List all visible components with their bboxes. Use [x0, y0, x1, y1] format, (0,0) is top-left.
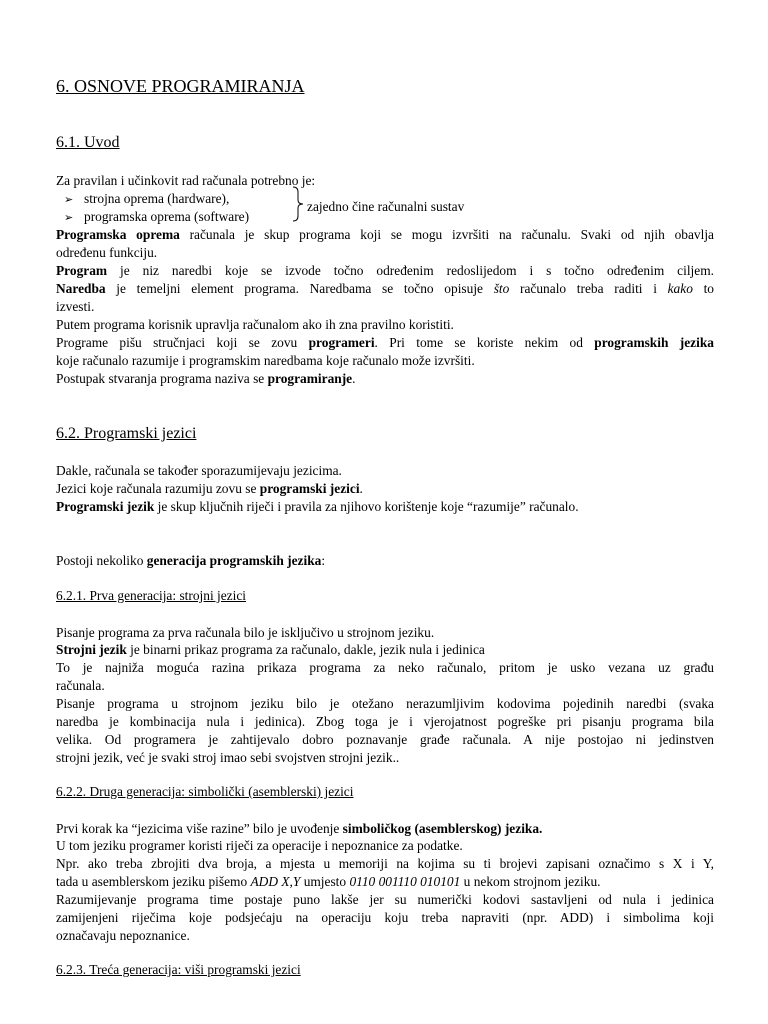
paragraph-line: Prvi korak ka “jezicima više razine” bilo je uvođenje simboličkog (asemblerskog) jezika.	[56, 821, 543, 836]
paragraph-line: Pisanje programa u strojnom jeziku bilo je otežano nerazumljivim kodovima pojedinih naredbi (svaka	[56, 696, 714, 711]
paragraph-line: označavaju nepoznanice.	[56, 928, 190, 943]
paragraph-line: određenu funkciju.	[56, 245, 158, 260]
paragraph-line: Postoji nekoliko generacija programskih jezika:	[56, 553, 326, 568]
paragraph-line: strojni jezik, već je svaki stroj imao sebi svojstven strojni jezik..	[56, 750, 400, 765]
paragraph-line: Dakle, računala se također sporazumijevaju jezicima.	[56, 463, 342, 478]
paragraph-line: Jezici koje računala razumiju zovu se programski jezici.	[56, 481, 363, 496]
brace-label: zajedno čine računalni sustav	[307, 199, 465, 214]
paragraph-line: Program je niz naredbi koje se izvode točno određenim redoslijedom i s točno određenim ciljem.	[56, 263, 714, 278]
paragraph-line: tada u asemblerskom jeziku pišemo ADD X,Y umjesto 0110 001110 010101 u nekom strojnom jeziku.	[56, 874, 601, 889]
subsection-heading-6-2-3: 6.2.3. Treća generacija: viši programski jezici	[56, 962, 301, 977]
paragraph-line: Postupak stvaranja programa naziva se programiranje.	[56, 371, 356, 386]
paragraph-line: To je najniža moguća razina prikaza programa za neko računalo, pritom je usko vezana uz građu	[56, 660, 714, 675]
curly-brace-icon	[292, 186, 304, 222]
paragraph-line: Programski jezik je skup ključnih riječi i pravila za njihovo korištenje koje “razumije” računalo.	[56, 499, 579, 514]
paragraph-line: Razumijevanje programa time postaje puno lakše jer su numerički kodovi sastavljeni od nula i jedinica	[56, 892, 714, 907]
paragraph-line: zamijenjeni riječima koje podsjećaju na operaciju koju treba napraviti (npr. ADD) i simbolima koji	[56, 910, 714, 925]
paragraph-line: Pisanje programa za prva računala bilo je isključivo u strojnom jeziku.	[56, 625, 435, 640]
arrow-bullet-icon: ➢	[64, 193, 74, 206]
section-heading-6-1: 6.1. Uvod	[56, 134, 120, 151]
paragraph-line: Naredba je temeljni element programa. Naredbama se točno opisuje što računalo treba raditi i kako to	[56, 281, 714, 296]
paragraph-line: velika. Od programera je zahtijevalo dobro poznavanje građe računala. A nije postojao ni jedinstven	[56, 732, 714, 747]
paragraph-line: naredba je kombinacija nula i jedinica). Zbog toga je i vjerojatnost pogreške pri pisanju programa bila	[56, 714, 714, 729]
subsection-heading-6-2-2: 6.2.2. Druga generacija: simbolički (asemblerski) jezici	[56, 784, 354, 799]
paragraph-line: Strojni jezik je binarni prikaz programa za računalo, dakle, jezik nula i jedinica	[56, 642, 485, 657]
list-item: ➢ strojna oprema (hardware),	[64, 190, 229, 209]
paragraph-line: Programe pišu stručnjaci koji se zovu programeri. Pri tome se koriste nekim od programskih jezika	[56, 335, 714, 350]
paragraph-line: U tom jeziku programer koristi riječi za operacije i nepoznanice za podatke.	[56, 838, 463, 853]
list-item: ➢ programska oprema (software)	[64, 208, 249, 227]
arrow-bullet-icon: ➢	[64, 211, 74, 224]
chapter-title: 6. OSNOVE PROGRAMIRANJA	[56, 76, 305, 96]
subsection-heading-6-2-1: 6.2.1. Prva generacija: strojni jezici	[56, 588, 247, 603]
paragraph-line: računala.	[56, 678, 105, 693]
paragraph-intro: Za pravilan i učinkovit rad računala potrebno je:	[56, 173, 316, 188]
paragraph-line: Programska oprema računala je skup programa koji se mogu izvršiti na računalu. Svaki od njih obavlja	[56, 227, 714, 242]
section-heading-6-2: 6.2. Programski jezici	[56, 425, 197, 442]
paragraph-line: Npr. ako treba zbrojiti dva broja, a mjesta u memoriji na kojima su ti brojevi zapisani označimo s X i Y,	[56, 856, 714, 871]
paragraph-line: Putem programa korisnik upravlja računalom ako ih zna pravilno koristiti.	[56, 317, 454, 332]
paragraph-line: izvesti.	[56, 299, 95, 314]
paragraph-line: koje računalo razumije i programskim naredbama koje računalo može izvršiti.	[56, 353, 475, 368]
